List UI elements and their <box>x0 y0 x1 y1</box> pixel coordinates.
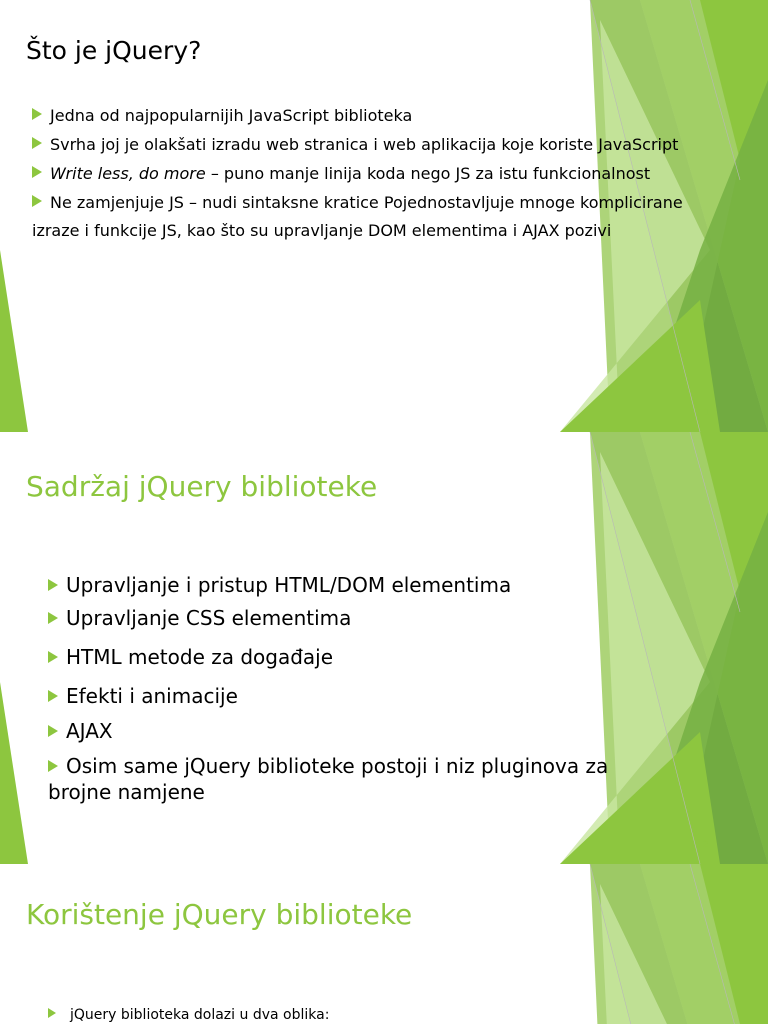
list-item: Efekti i animacije <box>48 683 648 709</box>
triangle-bullet-icon <box>48 579 58 591</box>
list-item: Upravljanje CSS elementima <box>48 605 648 631</box>
triangle-bullet-icon <box>32 108 42 120</box>
bullet-list <box>48 572 648 805</box>
triangle-bullet-icon <box>48 725 58 737</box>
triangle-bullet-icon <box>48 760 58 772</box>
slide-1 <box>0 0 768 432</box>
triangle-bullet-icon <box>48 690 58 702</box>
triangle-bullet-icon <box>32 137 42 149</box>
bullet-list <box>48 1004 648 1024</box>
list-item: Jedna od najpopularnijih JavaScript biblioteka <box>32 104 692 127</box>
slide-3 <box>0 864 768 1024</box>
list-item: Osim same jQuery biblioteke postoji i niz pluginova za brojne namjene <box>48 754 609 804</box>
triangle-bullet-icon <box>32 166 42 178</box>
bullet-list <box>32 104 692 251</box>
left-accent-triangle <box>0 250 28 432</box>
slide-title: Što je jQuery? <box>26 36 202 65</box>
page-number: 1 <box>704 408 710 418</box>
slide-2 <box>0 432 768 864</box>
page-number: 2 <box>703 840 709 850</box>
triangle-bullet-icon <box>48 1008 56 1018</box>
triangle-bullet-icon <box>32 195 42 207</box>
list-item: Ne zamjenjuje JS – nudi sintaksne kratice Pojednostavljuje mnoge komplicirane izraze i funkcije JS, kao što su upravljanje DOM elementima i AJAX pozivi <box>32 193 683 240</box>
list-item: AJAX <box>48 718 648 744</box>
triangle-bullet-icon <box>48 612 58 624</box>
slide-title: Korištenje jQuery biblioteke <box>26 898 413 931</box>
list-item: Write less, do more – puno manje linija koda nego JS za istu funkcionalnost <box>32 162 692 185</box>
list-item: Upravljanje i pristup HTML/DOM elementima <box>48 572 648 598</box>
slide-title: Sadržaj jQuery biblioteke <box>26 470 378 503</box>
list-item: Svrha joj je olakšati izradu web stranica i web aplikacija koje koriste JavaScript <box>32 133 692 156</box>
triangle-bullet-icon <box>48 651 58 663</box>
slide-3-decoration <box>0 864 768 1024</box>
list-item: jQuery biblioteka dolazi u dva oblika: <box>48 1004 648 1024</box>
list-item: HTML metode za događaje <box>48 644 648 670</box>
